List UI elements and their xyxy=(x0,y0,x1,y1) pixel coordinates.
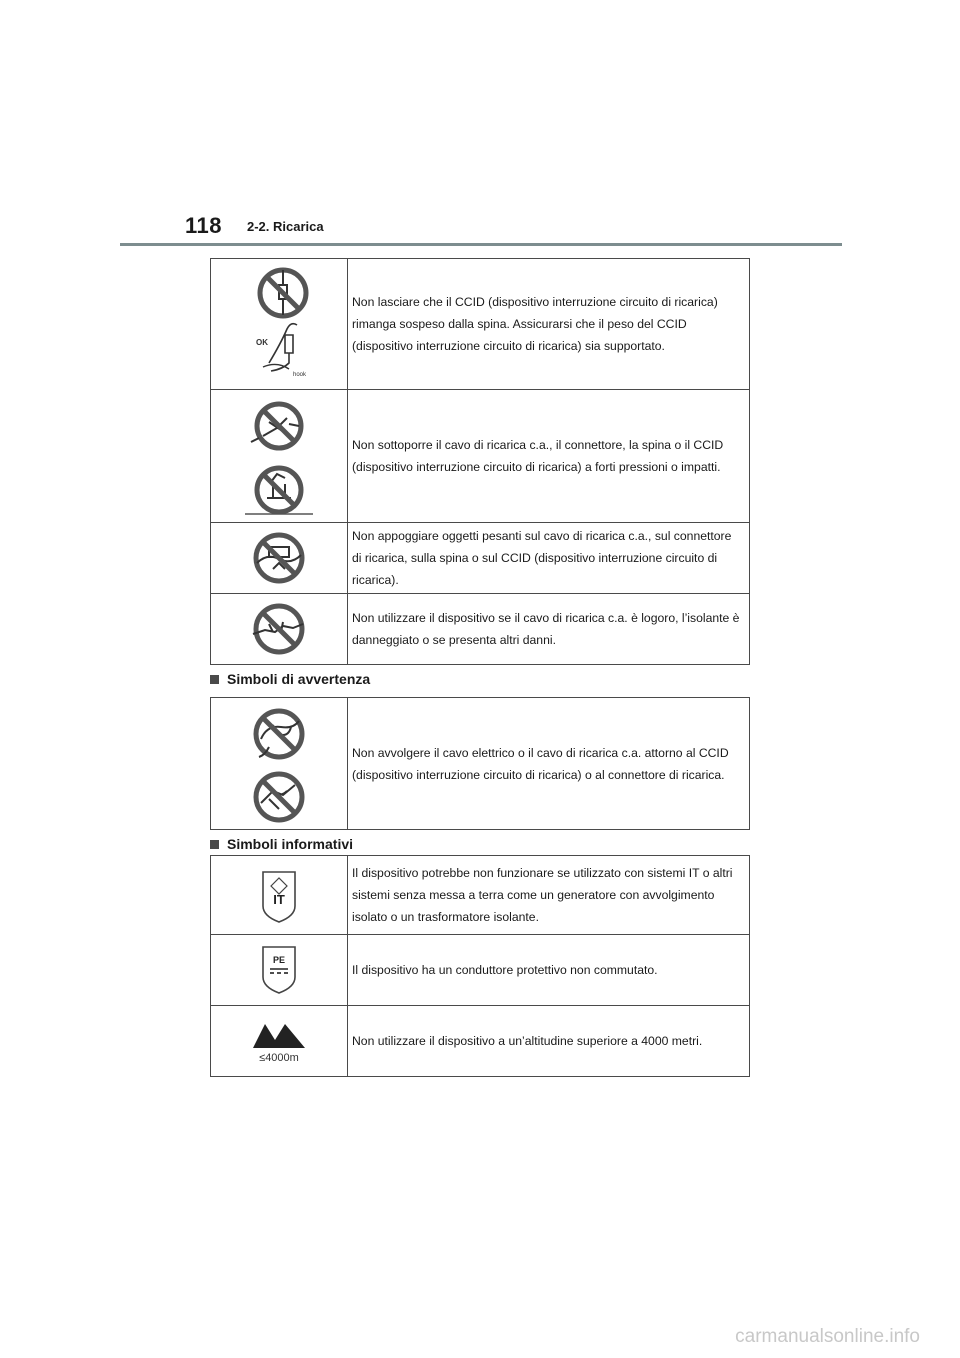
it-label: IT xyxy=(273,892,285,907)
pe-label: PE xyxy=(272,955,286,965)
table-row xyxy=(211,259,750,390)
icon-cell xyxy=(211,1006,348,1077)
table-row xyxy=(211,390,750,523)
icon-cell xyxy=(211,594,348,665)
table-row xyxy=(211,698,750,830)
row-text: Non utilizzare il dispositivo se il cavo di ricarica c.a. è logoro, l’isolante è danneggiato o se presenta altri danni. xyxy=(348,594,750,665)
info-symbols-title: Simboli informativi xyxy=(227,836,354,852)
pe-conductor-icon xyxy=(249,941,309,999)
icon-cell xyxy=(211,935,348,1006)
it-system-icon xyxy=(249,864,309,926)
watermark: carmanualsonline.info xyxy=(735,1326,920,1347)
ok-label: OK xyxy=(256,338,268,347)
damaged-cable-prohibited-icon xyxy=(239,600,319,658)
hook-label: hook xyxy=(293,372,307,378)
row-text: Non utilizzare il dispositivo a un’altitudine superiore a 4000 metri. xyxy=(348,1006,750,1077)
row-text: Non lasciare che il CCID (dispositivo interruzione circuito di ricarica) rimanga sospeso dalla spina. Assicurarsi che il peso del CCID (dispositivo interruzione circuito di ricarica) sia supportato. xyxy=(348,259,750,390)
square-bullet-icon xyxy=(210,840,219,849)
cable-impact-prohibited-icon xyxy=(239,394,319,518)
info-table xyxy=(210,855,750,1077)
row-text: Il dispositivo ha un conduttore protettivo non commutato. xyxy=(348,935,750,1006)
warning-symbols-heading xyxy=(210,671,370,687)
mountain-icon xyxy=(249,1018,309,1050)
row-text: Non avvolgere il cavo elettrico o il cavo di ricarica c.a. attorno al CCID (dispositivo interruzione circuito di ricarica) o al connettore di ricarica. xyxy=(348,698,750,830)
icon-cell xyxy=(211,698,348,830)
page-number: 118 xyxy=(185,213,222,238)
table-row xyxy=(211,856,750,935)
warning-table xyxy=(210,697,750,830)
icon-cell xyxy=(211,856,348,935)
table-row xyxy=(211,1006,750,1077)
heavy-object-prohibited-icon xyxy=(239,529,319,587)
row-text: Non sottoporre il cavo di ricarica c.a., il connettore, la spina o il CCID (dispositivo interruzione circuito di ricarica) a forti pressioni o impatti. xyxy=(348,390,750,523)
row-text: Il dispositivo potrebbe non funzionare se utilizzato con sistemi IT o altri sistemi senza messa a terra come un generatore con avvolgimento isolato o un trasformatore isolante. xyxy=(348,856,750,935)
section-title: 2-2. Ricarica xyxy=(247,219,324,234)
icon-cell xyxy=(211,390,348,523)
row-text: Non appoggiare oggetti pesanti sul cavo di ricarica c.a., sul connettore di ricarica, sulla spina o sul CCID (dispositivo interruzione circuito di ricarica). xyxy=(348,523,750,594)
table-row xyxy=(211,594,750,665)
ccid-hanging-prohibited-icon xyxy=(239,263,319,385)
prohibition-table xyxy=(210,258,750,665)
square-bullet-icon xyxy=(210,675,219,684)
cable-wrap-prohibited-icon xyxy=(239,703,319,825)
header-divider xyxy=(120,243,842,246)
info-symbols-heading xyxy=(210,836,353,852)
warning-symbols-title: Simboli di avvertenza xyxy=(227,671,371,687)
table-row xyxy=(211,935,750,1006)
icon-cell xyxy=(211,259,348,390)
icon-cell xyxy=(211,523,348,594)
altitude-label: ≤4000m xyxy=(259,1052,299,1064)
table-row xyxy=(211,523,750,594)
